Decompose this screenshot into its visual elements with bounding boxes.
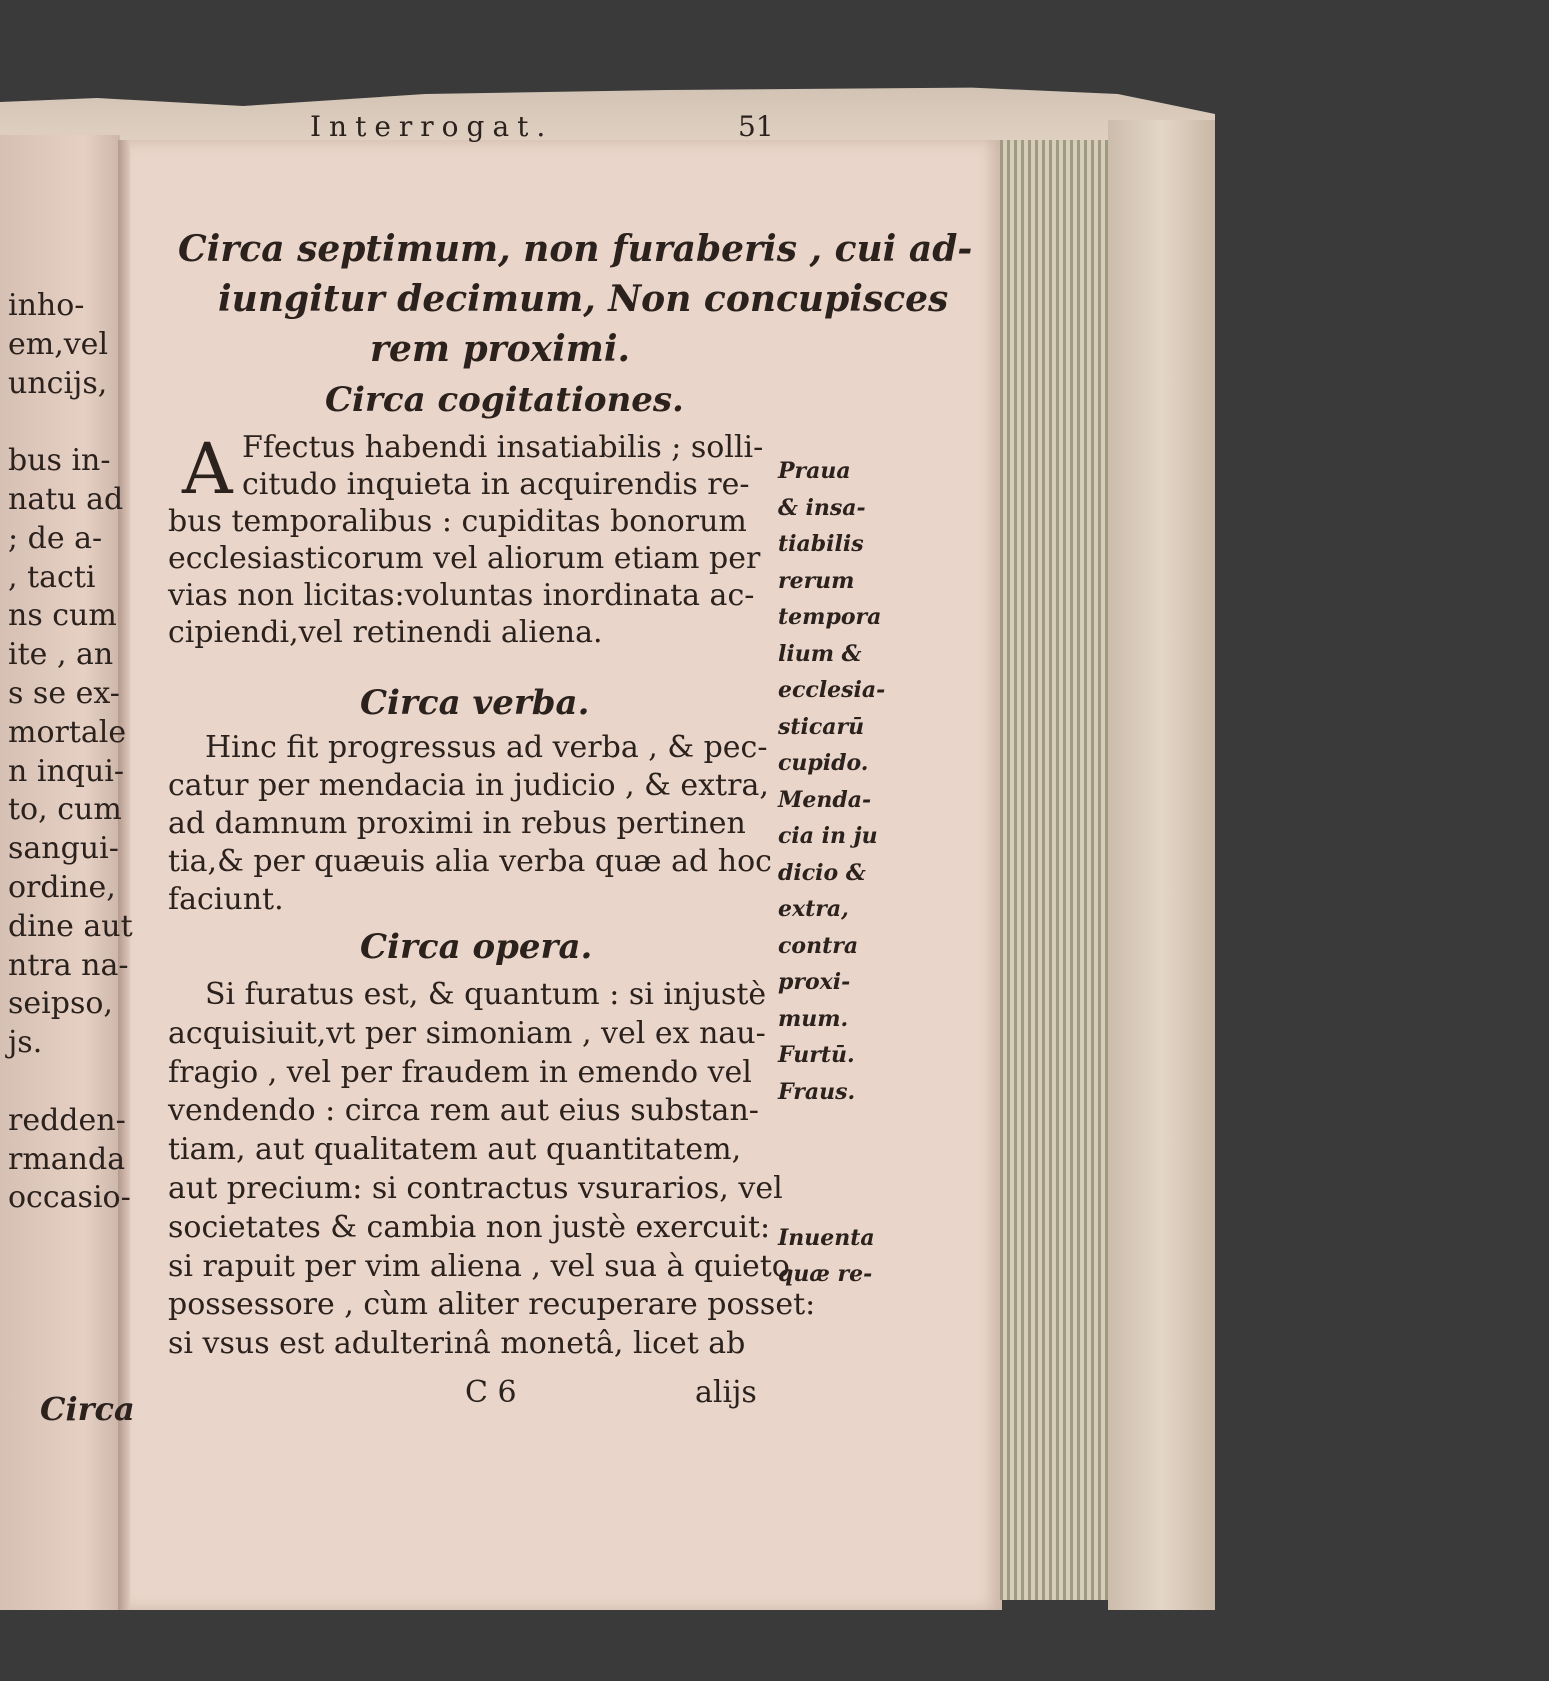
left-page-line: ordine,: [8, 870, 116, 905]
text-line: aut precium: si contractus vsurarios, vel: [168, 1171, 783, 1206]
text-line: catur per mendacia in judicio , & extra,: [168, 768, 769, 803]
text-line: societates & cambia non justè exercuit:: [168, 1209, 771, 1245]
page-top-edge: [0, 70, 1215, 150]
section-title-verba: Circa verba.: [360, 683, 590, 723]
book-cover: [1108, 120, 1215, 1610]
left-page-line: s se ex-: [8, 676, 120, 711]
text-line: fragio , vel per fraudem in emendo vel: [168, 1054, 752, 1090]
margin-note: extra,: [778, 896, 849, 922]
left-catchword: Circa: [40, 1390, 135, 1428]
text-line: ad damnum proximi in rebus pertinen: [168, 806, 746, 841]
heading-line-3: rem proximi.: [370, 328, 631, 370]
left-page-line: ns cum: [8, 598, 117, 634]
left-page-line: rmanda: [8, 1141, 126, 1177]
margin-note: sticarū: [778, 713, 865, 740]
left-page-line: uncijs,: [8, 365, 108, 401]
text-line: Hinc fit progressus ad verba , & pec-: [205, 730, 768, 765]
text-line: bus temporalibus : cupiditas bonorum: [168, 504, 747, 539]
left-page-line: ntra na-: [8, 947, 129, 983]
left-page-line: mortale: [8, 714, 127, 750]
text-line: tiam, aut qualitatem aut quantitatem,: [168, 1132, 742, 1168]
text-line: Ffectus habendi insatiabilis ; solli-: [242, 430, 764, 465]
left-page-line: sangui-: [8, 831, 119, 867]
left-page-line: to, cum: [8, 792, 122, 828]
text-line: possessore , cùm aliter recuperare posset:: [168, 1287, 816, 1323]
left-page-line: js.: [8, 1025, 43, 1061]
margin-note: dicio &: [778, 859, 866, 886]
section-title-cogitationes: Circa cogitationes.: [325, 380, 684, 420]
left-page-line: ; de a-: [8, 520, 103, 556]
left-page-line: em,vel: [8, 326, 109, 362]
margin-note: Furtū.: [778, 1042, 855, 1068]
heading-line-2: iungitur decimum, Non concupisces: [218, 278, 949, 320]
margin-note: cia in ju: [778, 823, 878, 849]
margin-note: Fraus.: [778, 1078, 856, 1105]
margin-note: rerum: [778, 567, 855, 594]
text-line: acquisiuit,vt per simoniam , vel ex nau-: [168, 1015, 766, 1051]
margin-note: tempora: [778, 604, 882, 630]
text-line: cipiendi,vel retinendi aliena.: [168, 615, 603, 650]
text-line: tia,& per quæuis alia verba quæ ad hoc: [168, 844, 772, 879]
left-page-line: occasio-: [8, 1180, 131, 1216]
text-line: vendendo : circa rem aut eius substan-: [168, 1093, 759, 1129]
left-page-line: natu ad: [8, 482, 124, 517]
catchword: alijs: [695, 1375, 757, 1410]
margin-note: mum.: [778, 1005, 849, 1032]
margin-note: proxi-: [778, 969, 851, 995]
margin-note: ecclesia-: [778, 677, 886, 703]
margin-note: Inuenta: [778, 1224, 875, 1251]
drop-cap: A: [182, 428, 233, 510]
section-title-opera: Circa opera.: [360, 927, 593, 967]
text-line: faciunt.: [168, 882, 284, 917]
heading-line-1: Circa septimum, non furaberis , cui ad-: [178, 228, 973, 270]
margin-note: contra: [778, 932, 859, 959]
margin-note: quæ re-: [778, 1261, 873, 1287]
left-page-line: bus in-: [8, 443, 111, 479]
running-head: Interrogat.: [310, 110, 554, 143]
text-line: ecclesiasticorum vel aliorum etiam per: [168, 541, 761, 576]
left-page-line: ite , an: [8, 637, 114, 673]
margin-note: Praua: [778, 458, 851, 484]
margin-note: cupido.: [778, 750, 869, 776]
left-page-line: redden-: [8, 1102, 126, 1138]
signature-mark: C 6: [465, 1375, 517, 1410]
margin-note: lium &: [778, 640, 862, 667]
left-page-line: inho-: [8, 288, 85, 323]
left-page-line: dine aut: [8, 908, 133, 944]
margin-note: Menda-: [778, 786, 872, 813]
fore-edge: [1000, 140, 1110, 1600]
text-line: si vsus est adulterinâ monetâ, licet ab: [168, 1326, 746, 1362]
margin-note: & insa-: [778, 494, 866, 521]
left-page-line: , tacti: [8, 559, 96, 595]
page-number: 51: [738, 110, 774, 143]
text-line: Si furatus est, & quantum : si injustè: [205, 977, 767, 1012]
text-line: si rapuit per vim aliena , vel sua à quieto: [168, 1248, 790, 1284]
left-page-line: seipso,: [8, 986, 113, 1022]
margin-note: tiabilis: [778, 531, 864, 557]
left-page-line: n inqui-: [8, 753, 125, 789]
text-line: vias non licitas:voluntas inordinata ac-: [168, 578, 755, 613]
text-line: citudo inquieta in acquirendis re-: [242, 467, 750, 502]
